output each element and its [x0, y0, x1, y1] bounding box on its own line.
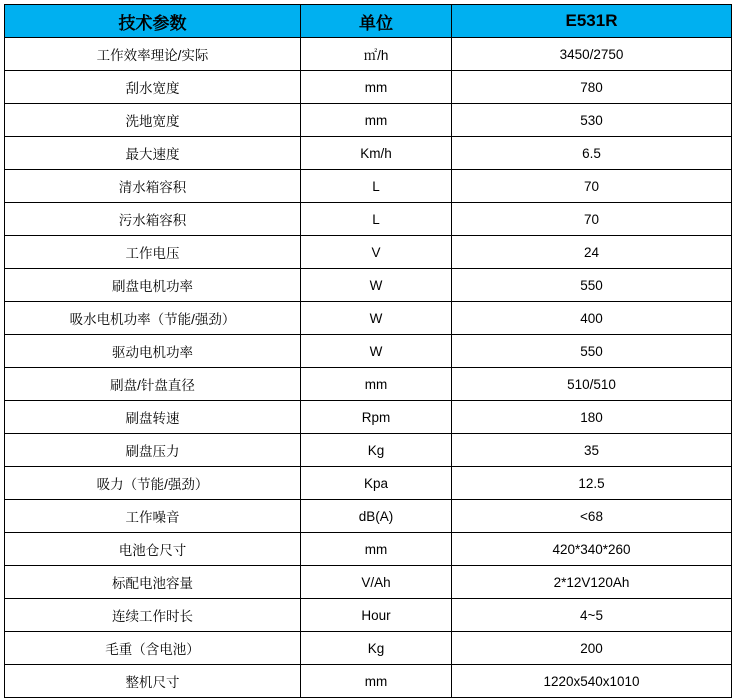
value-cell: 70: [452, 203, 732, 236]
spec-table-container: [4, 4, 732, 698]
parameter-cell: 刷盘压力: [5, 434, 301, 467]
value-cell: 400: [452, 302, 732, 335]
value-cell: 530: [452, 104, 732, 137]
unit-cell: Km/h: [301, 137, 452, 170]
parameter-cell: 刷盘/针盘直径: [5, 368, 301, 401]
value-cell: 550: [452, 269, 732, 302]
table-row: [5, 368, 732, 401]
header-parameter: 技术参数: [5, 5, 301, 38]
parameter-cell: 吸力（节能/强劲）: [5, 467, 301, 500]
value-cell: 70: [452, 170, 732, 203]
table-row: [5, 137, 732, 170]
parameter-cell: 刷盘电机功率: [5, 269, 301, 302]
unit-cell: Kpa: [301, 467, 452, 500]
unit-cell: mm: [301, 71, 452, 104]
unit-cell: Rpm: [301, 401, 452, 434]
header-row: [5, 5, 732, 38]
unit-cell: Kg: [301, 434, 452, 467]
table-row: [5, 632, 732, 665]
value-cell: 6.5: [452, 137, 732, 170]
unit-cell: Kg: [301, 632, 452, 665]
parameter-cell: 刮水宽度: [5, 71, 301, 104]
table-row: [5, 500, 732, 533]
table-row: [5, 665, 732, 698]
value-cell: 4~5: [452, 599, 732, 632]
parameter-cell: 工作噪音: [5, 500, 301, 533]
unit-cell: W: [301, 335, 452, 368]
unit-cell: L: [301, 170, 452, 203]
spec-table-header: [5, 5, 732, 38]
spec-table: [4, 4, 732, 698]
unit-cell: W: [301, 269, 452, 302]
unit-cell: Hour: [301, 599, 452, 632]
unit-cell: dB(A): [301, 500, 452, 533]
table-row: [5, 104, 732, 137]
unit-cell: ㎡/h: [301, 38, 452, 71]
parameter-cell: 污水箱容积: [5, 203, 301, 236]
value-cell: 780: [452, 71, 732, 104]
table-row: [5, 401, 732, 434]
unit-cell: mm: [301, 368, 452, 401]
parameter-cell: 电池仓尺寸: [5, 533, 301, 566]
value-cell: 35: [452, 434, 732, 467]
value-cell: 200: [452, 632, 732, 665]
unit-cell: V/Ah: [301, 566, 452, 599]
parameter-cell: 工作效率理论/实际: [5, 38, 301, 71]
value-cell: 180: [452, 401, 732, 434]
value-cell: 1220x540x1010: [452, 665, 732, 698]
table-row: [5, 467, 732, 500]
value-cell: 2*12V120Ah: [452, 566, 732, 599]
value-cell: 550: [452, 335, 732, 368]
parameter-cell: 清水箱容积: [5, 170, 301, 203]
parameter-cell: 毛重（含电池）: [5, 632, 301, 665]
parameter-cell: 最大速度: [5, 137, 301, 170]
value-cell: 510/510: [452, 368, 732, 401]
table-row: [5, 566, 732, 599]
unit-cell: L: [301, 203, 452, 236]
value-cell: 3450/2750: [452, 38, 732, 71]
parameter-cell: 连续工作时长: [5, 599, 301, 632]
value-cell: 24: [452, 236, 732, 269]
unit-cell: W: [301, 302, 452, 335]
parameter-cell: 整机尺寸: [5, 665, 301, 698]
table-row: [5, 71, 732, 104]
value-cell: 420*340*260: [452, 533, 732, 566]
table-row: [5, 335, 732, 368]
table-row: [5, 170, 732, 203]
table-row: [5, 38, 732, 71]
parameter-cell: 刷盘转速: [5, 401, 301, 434]
parameter-cell: 吸水电机功率（节能/强劲）: [5, 302, 301, 335]
value-cell: 12.5: [452, 467, 732, 500]
parameter-cell: 标配电池容量: [5, 566, 301, 599]
unit-cell: mm: [301, 665, 452, 698]
table-row: [5, 203, 732, 236]
header-model: E531R: [452, 5, 732, 38]
spec-table-body: [5, 38, 732, 698]
value-cell: <68: [452, 500, 732, 533]
unit-cell: mm: [301, 104, 452, 137]
table-row: [5, 434, 732, 467]
table-row: [5, 599, 732, 632]
parameter-cell: 洗地宽度: [5, 104, 301, 137]
table-row: [5, 533, 732, 566]
table-row: [5, 269, 732, 302]
table-row: [5, 302, 732, 335]
parameter-cell: 工作电压: [5, 236, 301, 269]
unit-cell: mm: [301, 533, 452, 566]
table-row: [5, 236, 732, 269]
unit-cell: V: [301, 236, 452, 269]
parameter-cell: 驱动电机功率: [5, 335, 301, 368]
header-unit: 单位: [301, 5, 452, 38]
